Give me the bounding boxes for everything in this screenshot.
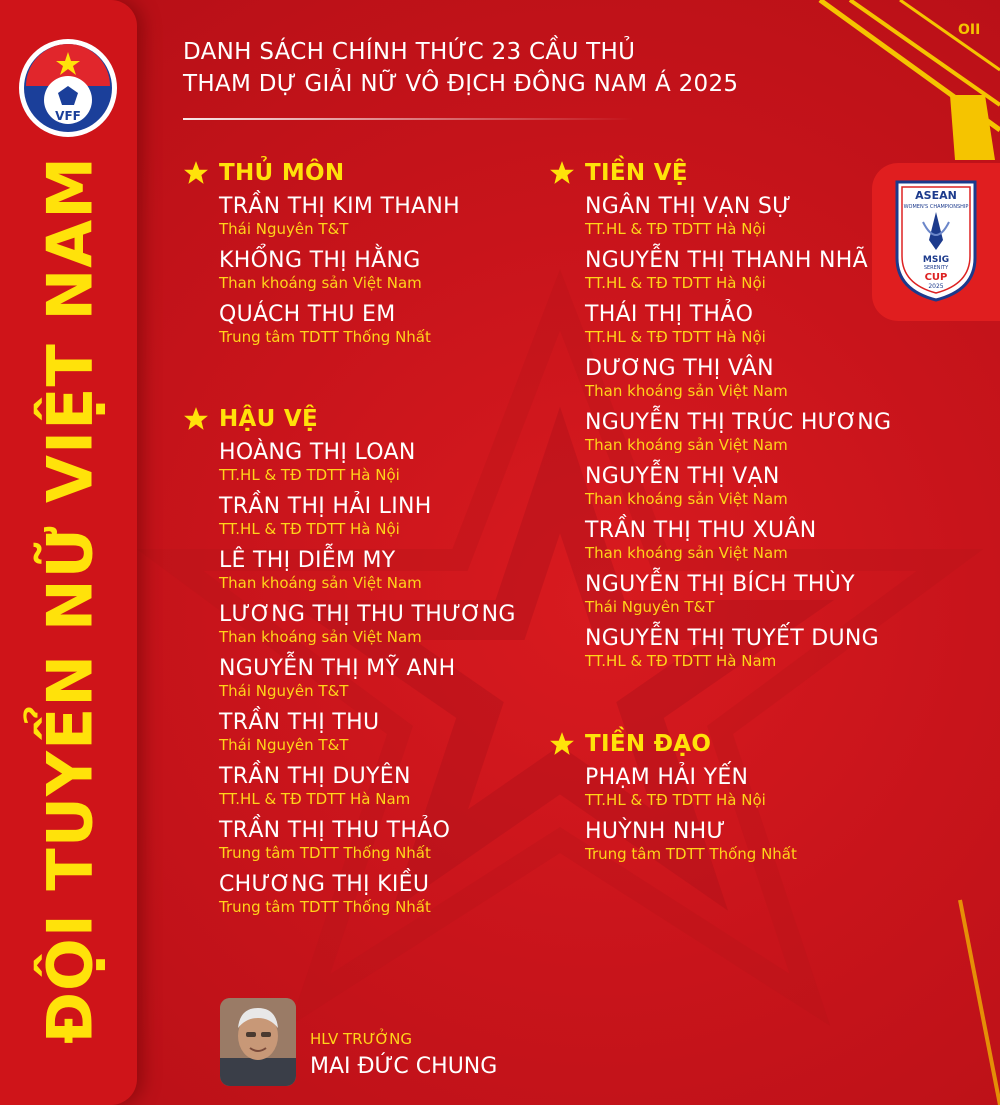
player-item xyxy=(585,194,891,248)
player-club: TT.HL & TĐ TDTT Hà Nội xyxy=(585,791,766,809)
player-item xyxy=(219,194,460,248)
player-club: TT.HL & TĐ TDTT Hà Nội xyxy=(585,328,766,346)
star-icon xyxy=(183,406,209,432)
player-club: TT.HL & TĐ TDTT Hà Nam xyxy=(219,790,411,808)
player-name: PHẠM HẢI YẾN xyxy=(585,765,749,790)
player-name: NGUYỄN THỊ BÍCH THÙY xyxy=(585,572,855,597)
player-item xyxy=(219,602,516,656)
player-club: Trung tâm TDTT Thống Nhất xyxy=(219,328,431,346)
player-name: TRẦN THỊ DUYÊN xyxy=(219,764,411,789)
player-name: DƯƠNG THỊ VÂN xyxy=(585,356,774,381)
header-line-1: DANH SÁCH CHÍNH THỨC 23 CẦU THỦ xyxy=(183,39,636,65)
badge-line-1: ASEAN xyxy=(915,189,957,202)
tournament-badge xyxy=(893,178,979,302)
player-name: HUỲNH NHƯ xyxy=(585,819,726,844)
player-name: TRẦN THỊ THU THẢO xyxy=(219,818,451,843)
player-club: Thái Nguyên T&T xyxy=(219,682,349,700)
player-item xyxy=(219,710,516,764)
player-item xyxy=(585,572,891,626)
coach-photo xyxy=(220,998,296,1086)
coach-name: MAI ĐỨC CHUNG xyxy=(310,1054,498,1079)
player-item xyxy=(585,626,891,680)
player-item xyxy=(219,872,516,926)
player-name: NGUYỄN THỊ VẠN xyxy=(585,464,780,489)
player-club: Thái Nguyên T&T xyxy=(585,598,715,616)
header-divider xyxy=(183,118,633,120)
player-club: TT.HL & TĐ TDTT Hà Nội xyxy=(219,466,400,484)
player-name: TRẦN THỊ THU xyxy=(219,710,380,735)
player-item xyxy=(219,818,516,872)
player-club: Than khoáng sản Việt Nam xyxy=(219,274,422,292)
player-club: Than khoáng sản Việt Nam xyxy=(219,628,422,646)
star-icon xyxy=(549,731,575,757)
player-club: Than khoáng sản Việt Nam xyxy=(585,490,788,508)
player-item xyxy=(219,440,516,494)
corner-text: OII xyxy=(958,22,981,38)
player-item xyxy=(585,302,891,356)
player-club: Than khoáng sản Việt Nam xyxy=(585,544,788,562)
player-name: NGUYỄN THỊ TUYẾT DUNG xyxy=(585,626,880,651)
player-name: NGÂN THỊ VẠN SỰ xyxy=(585,194,792,219)
section-header xyxy=(183,158,460,188)
section-title: TIỀN VỆ xyxy=(585,160,688,186)
badge-line-3: MSIG xyxy=(922,255,950,265)
player-name: QUÁCH THU EM xyxy=(219,302,396,327)
coach-role: HLV TRƯỞNG xyxy=(310,1030,413,1048)
section-midfielders xyxy=(549,158,891,680)
player-club: Trung tâm TDTT Thống Nhất xyxy=(219,898,431,916)
section-goalkeepers xyxy=(183,158,460,356)
section-header xyxy=(183,404,516,434)
vff-logo xyxy=(18,38,118,138)
player-club: Than khoáng sản Việt Nam xyxy=(585,382,788,400)
section-header xyxy=(549,158,891,188)
player-item xyxy=(219,494,516,548)
star-icon xyxy=(549,160,575,186)
player-club: Thái Nguyên T&T xyxy=(219,220,349,238)
player-name: HOÀNG THỊ LOAN xyxy=(219,440,416,465)
player-name: NGUYỄN THỊ TRÚC HƯƠNG xyxy=(585,410,892,435)
header xyxy=(183,36,738,100)
player-club: TT.HL & TĐ TDTT Hà Nội xyxy=(585,274,766,292)
player-item xyxy=(585,248,891,302)
player-item xyxy=(585,410,891,464)
player-name: NGUYỄN THỊ THANH NHÃ xyxy=(585,248,868,273)
side-title: ĐỘI TUYỂN NỮ VIỆT NAM xyxy=(33,156,107,1044)
player-name: TRẦN THỊ THU XUÂN xyxy=(585,518,817,543)
player-item xyxy=(585,464,891,518)
badge-line-4: SERENITY xyxy=(923,265,949,271)
section-defenders xyxy=(183,404,516,926)
player-name: NGUYỄN THỊ MỸ ANH xyxy=(219,656,456,681)
player-club: Trung tâm TDTT Thống Nhất xyxy=(219,844,431,862)
player-club: Thái Nguyên T&T xyxy=(219,736,349,754)
badge-line-5: CUP xyxy=(924,272,948,283)
player-club: Trung tâm TDTT Thống Nhất xyxy=(585,845,797,863)
section-header xyxy=(549,729,797,759)
player-club: TT.HL & TĐ TDTT Hà Nội xyxy=(219,520,400,538)
player-item xyxy=(585,819,797,873)
badge-line-6: 2025 xyxy=(928,283,944,290)
side-title-wrap xyxy=(14,156,126,1044)
player-name: TRẦN THỊ KIM THANH xyxy=(219,194,461,219)
player-item xyxy=(219,248,460,302)
player-item xyxy=(219,656,516,710)
header-line-2: THAM DỰ GIẢI NỮ VÔ ĐỊCH ĐÔNG NAM Á 2025 xyxy=(183,71,739,97)
player-name: LÊ THỊ DIỄM MY xyxy=(219,548,396,573)
player-item xyxy=(219,302,460,356)
player-item xyxy=(585,765,797,819)
star-icon xyxy=(183,160,209,186)
player-name: TRẦN THỊ HẢI LINH xyxy=(219,494,432,519)
section-title: HẬU VỆ xyxy=(219,406,319,432)
logo-text: VFF xyxy=(55,109,81,123)
player-name: KHỔNG THỊ HẰNG xyxy=(219,248,421,273)
player-name: CHƯƠNG THỊ KIỀU xyxy=(219,872,430,897)
section-forwards xyxy=(549,729,797,873)
player-club: Than khoáng sản Việt Nam xyxy=(585,436,788,454)
player-club: TT.HL & TĐ TDTT Hà Nội xyxy=(585,220,766,238)
player-name: THÁI THỊ THẢO xyxy=(585,302,754,327)
player-item xyxy=(219,548,516,602)
player-club: TT.HL & TĐ TDTT Hà Nam xyxy=(585,652,777,670)
player-club: Than khoáng sản Việt Nam xyxy=(219,574,422,592)
section-title: THỦ MÔN xyxy=(219,160,345,186)
player-name: LƯƠNG THỊ THU THƯƠNG xyxy=(219,602,516,627)
section-title: TIỀN ĐẠO xyxy=(585,731,712,757)
player-item xyxy=(585,518,891,572)
player-item xyxy=(585,356,891,410)
player-item xyxy=(219,764,516,818)
badge-line-2: WOMEN'S CHAMPIONSHIP xyxy=(903,204,969,210)
